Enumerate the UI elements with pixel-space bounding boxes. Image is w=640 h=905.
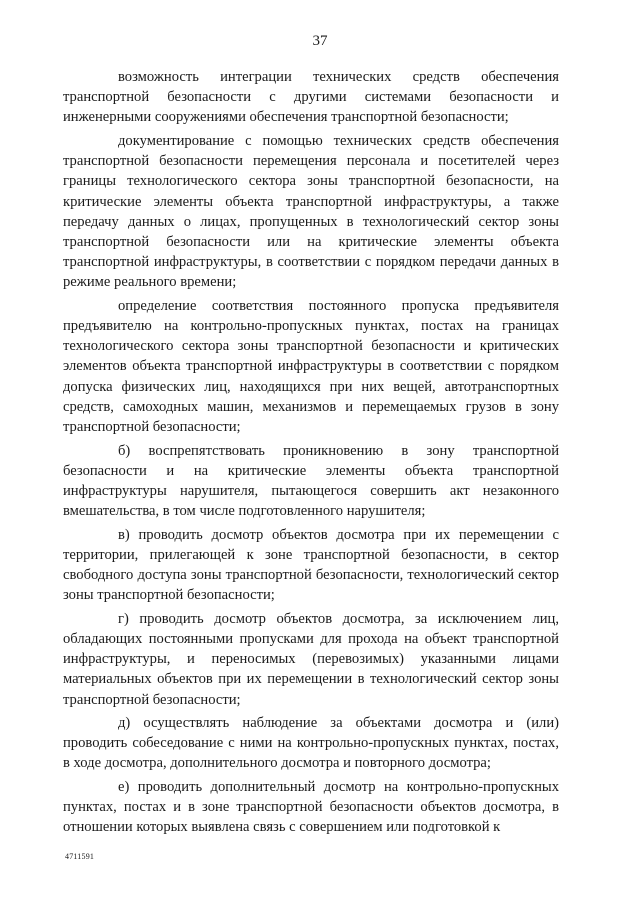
paragraph-item-e: е) проводить дополнительный досмотр на контрольно-пропускных пунктах, постах и в зоне транспортной безопасности объектов досмотра, в отношении которых выявлена связь с совершением или подготовкой к <box>63 778 559 836</box>
paragraph-item-g: г) проводить досмотр объектов досмотра, за исключением лиц, обладающих постоянными пропусками для прохода на объект транспортной инфраструктуры, и переносимых (перевозимых) указанными лицами материальных объектов при их перемещении в технологический сектор зоны транспортной безопасности; <box>63 610 559 708</box>
paragraph-documentation: документирование с помощью технических средств обеспечения транспортной безопасности перемещения персонала и посетителей через границы технологического сектора зоны транспортной безопасности, на критические элементы объекта транспортной инфраструктуры, а также передачу данных о лицах, пропущенных в технологический сектор зоны транспортной безопасности или на критические элементы объекта транспортной инфраструктуры, в соответствии с порядком передачи данных в режиме реального времени; <box>63 132 559 291</box>
paragraph-pass-verification: определение соответствия постоянного пропуска предъявителя предъявителю на контрольно-пропускных пунктах, постах на границах технологического сектора зоны транспортной безопасности и критических элементов объекта транспортной инфраструктуры в соответствии с порядком допуска физических лиц, находящихся при них вещей, автотранспортных средств, самоходных машин, механизмов и перемещаемых грузов в зону транспортной безопасности; <box>63 297 559 436</box>
paragraph-item-v: в) проводить досмотр объектов досмотра при их перемещении с территории, прилегающей к зоне транспортной безопасности, в сектор свободного доступа зоны транспортной безопасности, технологический сектор зоны транспортной безопасности; <box>63 526 559 604</box>
paragraph-item-d: д) осуществлять наблюдение за объектами досмотра и (или) проводить собеседование с ними на контрольно-пропускных пунктах, постах, в ходе досмотра, дополнительного досмотра и повторного досмотра; <box>63 715 559 772</box>
paragraph-item-b: б) воспрепятствовать проникновению в зону транспортной безопасности и на критические элементы объекта транспортной инфраструктуры нарушителя, пытающегося совершить акт незаконного вмешательства, в том числе подготовленного нарушителя; <box>63 442 559 520</box>
page-number: 37 <box>312 33 328 49</box>
document-body <box>63 67 559 841</box>
paragraph-integration: возможность интеграции технических средств обеспечения транспортной безопасности с другими системами безопасности и инженерными сооружениями обеспечения транспортной безопасности; <box>63 69 559 126</box>
document-code: 4711591 <box>65 852 95 861</box>
